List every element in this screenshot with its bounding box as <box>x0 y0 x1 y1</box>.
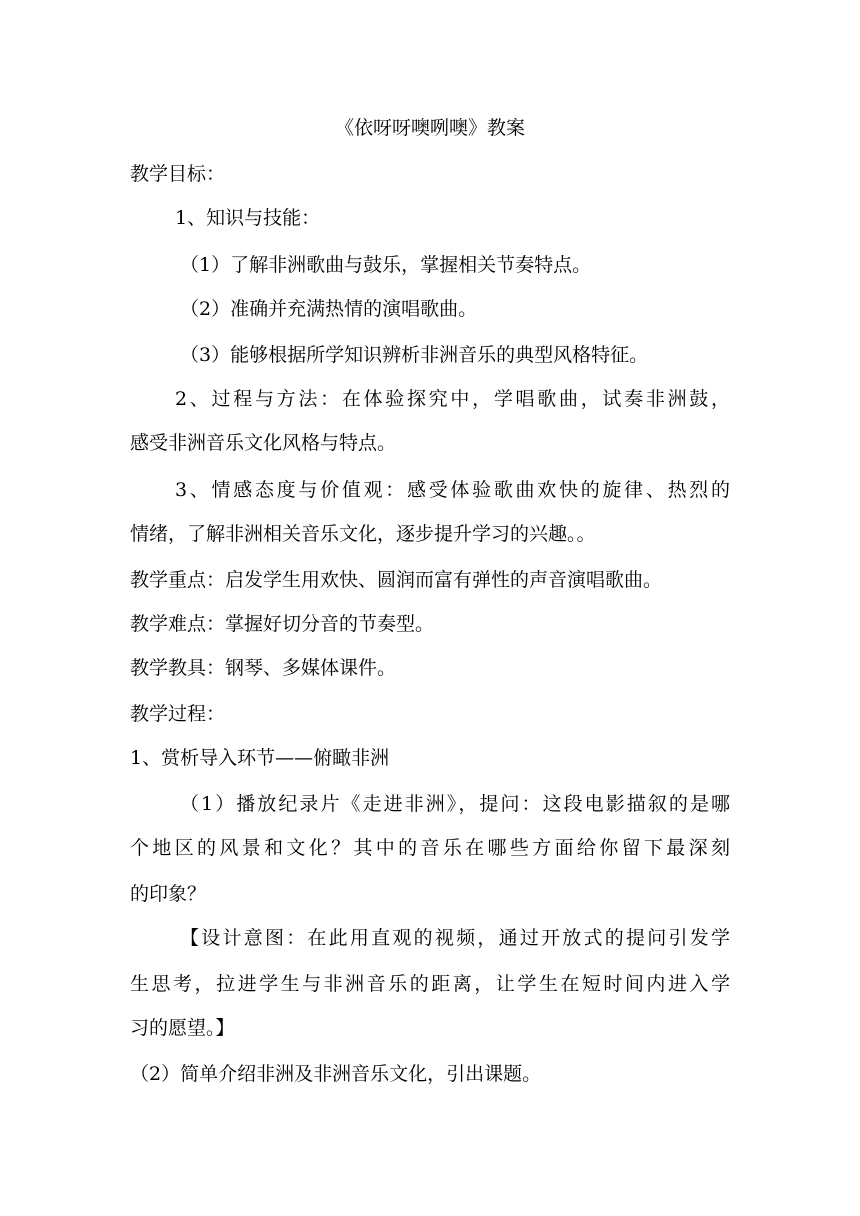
design-intent-line-2: 生思考，拉进学生与非洲音乐的距离，让学生在短时间内进入学 <box>130 973 730 995</box>
section-heading-objectives: 教学目标： <box>130 163 226 185</box>
teaching-focus: 教学重点：启发学生用欢快、圆润而富有弹性的声音演唱歌曲。 <box>130 569 663 591</box>
process-step-1-item-2: （2）简单介绍非洲及非洲音乐文化，引出课题。 <box>130 1063 542 1085</box>
objective-1-item-1: （1）了解非洲歌曲与鼓乐，掌握相关节奏特点。 <box>180 254 592 276</box>
design-intent-line-3: 习的愿望。】 <box>130 1017 235 1039</box>
process-step-1-item-1-line-3: 的印象？ <box>130 883 207 905</box>
objective-2-line-2: 感受非洲音乐文化风格与特点。 <box>130 432 397 454</box>
objective-1-heading: 1、知识与技能： <box>175 207 321 229</box>
objective-3-line-1: 3、情感态度与价值观：感受体验歌曲欢快的旋律、热烈的 <box>175 479 730 501</box>
document-title: 《依呀呀噢咧噢》教案 <box>334 117 525 139</box>
process-step-1-heading: 1、赏析导入环节——俯瞰非洲 <box>130 747 390 769</box>
objective-1-item-3: （3）能够根据所学知识辨析非洲音乐的典型风格特征。 <box>180 344 649 366</box>
process-step-1-item-1-line-1: （1）播放纪录片《走进非洲》，提问：这段电影描叙的是哪 <box>180 793 730 815</box>
objective-3-line-2: 情绪，了解非洲相关音乐文化，逐步提升学习的兴趣。。 <box>130 523 596 545</box>
section-heading-process: 教学过程： <box>130 703 226 725</box>
objective-1-item-2: （2）准确并充满热情的演唱歌曲。 <box>180 298 478 320</box>
design-intent-line-1: 【设计意图：在此用直观的视频，通过开放式的提问引发学 <box>180 927 730 949</box>
teaching-difficulty: 教学难点：掌握好切分音的节奏型。 <box>130 613 435 635</box>
teaching-tools: 教学教具：钢琴、多媒体课件。 <box>130 657 397 679</box>
objective-2-line-1: 2、过程与方法：在体验探究中，学唱歌曲，试奏非洲鼓， <box>175 388 730 410</box>
process-step-1-item-1-line-2: 个地区的风景和文化？其中的音乐在哪些方面给你留下最深刻 <box>130 837 730 859</box>
